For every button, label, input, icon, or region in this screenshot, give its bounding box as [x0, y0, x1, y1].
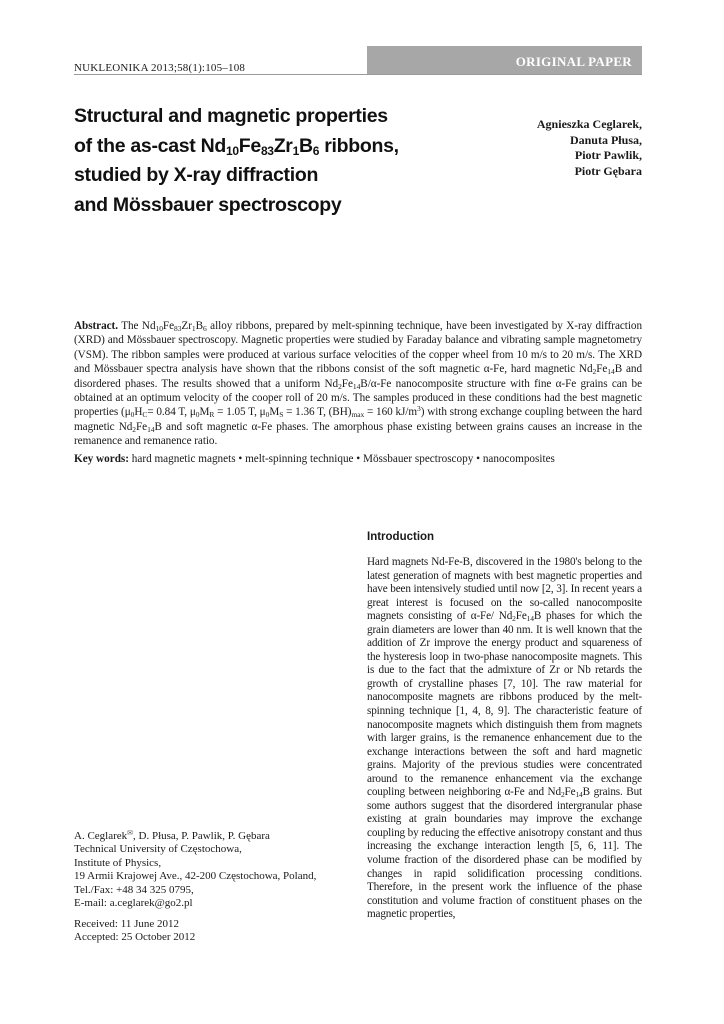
title-line-3: studied by X-ray diffraction — [74, 164, 319, 186]
accepted-date: Accepted: 25 October 2012 — [74, 931, 196, 944]
submission-dates — [74, 918, 344, 945]
title-line-2: of the as-cast $Nd_{10}Fe_{83}Zr_1B_6$ ribbons, — [74, 134, 399, 158]
author-name: Piotr Pawlik, — [574, 148, 642, 162]
introduction-body: Hard magnets Nd-Fe-B, discovered in the 1980's belong to the latest generation of magnets with best magnetic properties and have been intensively studied until now [2, 3]. In recent years a great interest is focused on the so-called nanocomposite magnets consisting of α-Fe/ $Nd_2Fe_{14}B$ phases for which the grain diameters are lower than 40 nm. It is well known that the addition of Zr improve the energy product and squareness of the hysteresis loop in two-phase nanocomposite magnets. This is due to the fact that the admixture of Zr or Nb retards the growth of crystalline phases [7, 10]. The raw material for nanocomposite magnets are ribbons produced by the melt-spinning technique [1, 4, 8, 9]. The characteristic feature of nanocomposite magnets which distinguish them from magnets with larger grains, is the remanence enhancement due to the exchange interactions between the soft and hard magnetic grains. Majority of the previous studies were concentrated around to the remanence enhancement via the exchange coupling between neighboring α-Fe and $Nd_2Fe_{14}B$ grains. But some authors suggest that the disordered intergranular phase existing at grain boundaries may improve the exchange coupling by reducing the effective anisotropy constant and thus increasing the exchange interaction length [5, 6, 11]. The volume fraction of the disordered phase can be modified by changes in rapid solidification processing conditions. Therefore, in the present work the influence of the phase constitution and volume fraction of constituent phases on the magnetic properties, — [367, 556, 642, 921]
keywords-text: hard magnetic magnets • melt-spinning technique • Mössbauer spectroscopy • nanocomposites — [129, 453, 555, 465]
abstract-label: Abstract. — [74, 320, 118, 332]
author-list — [537, 117, 642, 179]
affiliation-line: Technical University of Częstochowa, — [74, 843, 242, 856]
affiliation-email: E-mail: a.ceglarek@go2.pl — [74, 897, 193, 910]
section-banner — [367, 46, 642, 74]
journal-reference: NUKLEONIKA 2013;58(1):105–108 — [74, 62, 246, 74]
author-name: Piotr Gębara — [574, 163, 642, 178]
title-line-1: Structural and magnetic properties — [74, 105, 388, 127]
author-affiliation — [74, 827, 344, 910]
envelope-icon: ✉ — [127, 829, 134, 837]
paper-title — [74, 102, 404, 220]
section-heading-introduction: Introduction — [367, 531, 435, 543]
affiliation-line: Institute of Physics, — [74, 856, 162, 869]
author-name: Agnieszka Ceglarek, — [536, 117, 642, 131]
abstract: Abstract. The $Nd_{10}Fe_{83}Zr_1B_6$ alloy ribbons, prepared by melt-spinning technique, have been investigated by X-ray diffraction (XRD) and Mössbauer spectroscopy. Magnetic properties were studied by Faraday balance and vibrating sample magnetometry (VSM). The ribbon samples were produced at various surface velocities of the copper wheel from 10 m/s to 20 m/s. The XRD and Mössbauer spectra analysis have shown that the ribbons consist of the soft magnetic α-Fe, hard magnetic $Nd_2Fe_{14}B$ and disordered phases. The results showed that a uniform $Nd_2Fe_{14}B/\alpha-Fe$ nanocomposite structure with fine α-Fe grains can be obtained at an optimum velocity of the cooper roll of 20 m/s. The samples produced in these conditions had the best magnetic properties ($\mu_0H_C= 0.84$ T, $\mu_0M_R = 1.05$ T, $\mu_0M_S = 1.36$ T, $(BH)_{max} = 160$ $kJ/m^3$) with strong exchange coupling between the hard magnetic $Nd_2Fe_{14}B$ and soft magnetic α-Fe phases. The amorphous phase existing between grains causes an increase in the remanence and remanence ratio. — [74, 320, 643, 448]
affiliation-line: Tel./Fax: +48 34 325 0795, — [74, 883, 194, 896]
corresponding-authors: A. Ceglarek✉, D. Płusa, P. Pawlik, P. Gębara — [74, 829, 270, 842]
header-rule — [74, 74, 642, 75]
section-label: ORIGINAL PAPER — [515, 54, 632, 69]
keywords-label: Key words: — [74, 453, 129, 465]
author-name: Danuta Płusa, — [569, 132, 642, 147]
affiliation-line: 19 Armii Krajowej Ave., 42-200 Częstochowa, Poland, — [74, 870, 317, 883]
keywords — [74, 452, 642, 466]
title-line-4: and Mössbauer spectroscopy — [74, 193, 342, 216]
received-date: Received: 11 June 2012 — [74, 918, 179, 930]
